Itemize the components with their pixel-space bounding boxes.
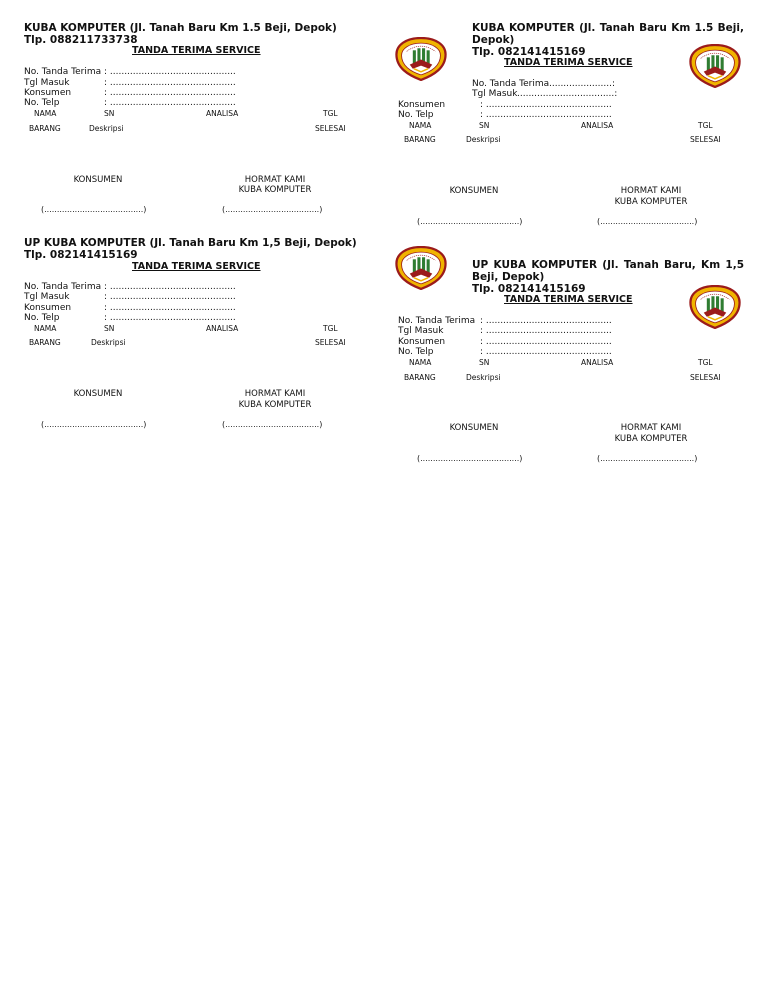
receipt-1-field-label: Konsumen (24, 88, 72, 98)
receipt-1-field-value: : ............................................ (104, 67, 236, 77)
signature-customer-line: (.......................................) (41, 205, 147, 214)
receipt-4-field-value: : ............................................ (480, 326, 612, 336)
table-header-tgl: TGL (323, 324, 338, 333)
signature-customer-line: (.......................................) (417, 217, 523, 226)
signature-company-label-2: KUBA KOMPUTER (238, 400, 312, 410)
table-header-nama: NAMA (34, 109, 57, 118)
table-header-selesai: SELESAI (690, 373, 721, 382)
signature-company-label-2: KUBA KOMPUTER (614, 197, 688, 207)
table-header-barang: BARANG (29, 124, 61, 133)
signature-customer-label: KONSUMEN (73, 175, 123, 185)
signature-customer-label: KONSUMEN (449, 186, 499, 196)
signature-company-line: (.....................................) (222, 205, 323, 214)
receipt-3-field-value: : ............................................ (104, 292, 236, 302)
company-logo-icon (689, 285, 741, 329)
receipt-4-field-label: No. Telp (398, 347, 434, 357)
table-header-selesai: SELESAI (315, 124, 346, 133)
company-logo-icon (689, 44, 741, 88)
receipt-1-header-phone: Tlp. 088211733738 (24, 34, 138, 46)
signature-company-label-1: HORMAT KAMI (620, 186, 682, 196)
table-header-deskripsi: Deskripsi (91, 338, 126, 347)
receipt-3-field-label: Konsumen (24, 303, 72, 313)
receipt-3-field-label: No. Telp (24, 313, 60, 323)
signature-customer-label: KONSUMEN (73, 389, 123, 399)
receipt-2-field-value: ......................: (549, 79, 615, 89)
receipt-3-field-label: Tgl Masuk (24, 292, 70, 302)
receipt-4-title: TANDA TERIMA SERVICE (504, 294, 633, 305)
receipt-1-title: TANDA TERIMA SERVICE (132, 45, 261, 56)
signature-customer-label: KONSUMEN (449, 423, 499, 433)
receipt-2-field-label: Tgl Masuk (472, 89, 518, 99)
table-header-selesai: SELESAI (690, 135, 721, 144)
table-header-selesai: SELESAI (315, 338, 346, 347)
receipt-3-header-address: UP KUBA KOMPUTER (Jl. Tanah Baru Km 1,5 Beji, Depok) (24, 237, 357, 249)
signature-company-label-1: HORMAT KAMI (244, 175, 306, 185)
table-header-barang: BARANG (404, 373, 436, 382)
receipt-3-header-phone: Tlp. 082141415169 (24, 249, 138, 261)
table-header-barang: BARANG (29, 338, 61, 347)
receipt-1-field-label: No. Tanda Terima (24, 67, 102, 77)
signature-customer-line: (.......................................) (41, 420, 147, 429)
receipt-4-field-label: Tgl Masuk (398, 326, 444, 336)
receipt-1-field-value: : ............................................ (104, 78, 236, 88)
receipt-2-field-value: ..................................: (517, 89, 618, 99)
table-header-barang: BARANG (404, 135, 436, 144)
receipt-1-field-label: Tgl Masuk (24, 78, 70, 88)
company-logo-icon (395, 246, 447, 290)
receipt-2-field-value: : ............................................ (480, 110, 612, 120)
receipt-2-field-label: No. Telp (398, 110, 434, 120)
receipt-3-field-value: : ............................................ (104, 303, 236, 313)
receipt-4-header-phone: Tlp. 082141415169 (472, 283, 586, 295)
receipt-1-field-label: No. Telp (24, 98, 60, 108)
receipt-3-title: TANDA TERIMA SERVICE (132, 261, 261, 272)
table-header-analisa: ANALISA (581, 121, 614, 130)
receipt-2-field-label: No. Tanda Terima (472, 79, 550, 89)
receipt-2-title: TANDA TERIMA SERVICE (504, 57, 633, 68)
table-header-deskripsi: Deskripsi (466, 373, 501, 382)
table-header-sn: SN (479, 358, 490, 367)
receipt-4-field-label: No. Tanda Terima (398, 316, 476, 326)
receipt-2-header-phone: Tlp. 082141415169 (472, 46, 586, 58)
table-header-analisa: ANALISA (206, 109, 239, 118)
table-header-tgl: TGL (698, 358, 713, 367)
receipt-4-field-value: : ............................................ (480, 347, 612, 357)
receipt-2-field-value: : ............................................ (480, 100, 612, 110)
receipt-1-field-value: : ............................................ (104, 98, 236, 108)
receipt-2-header-address: KUBA KOMPUTER (Jl. Tanah Baru Km 1.5 Beji, Depok) (472, 22, 744, 46)
table-header-sn: SN (104, 324, 115, 333)
receipt-3-field-label: No. Tanda Terima (24, 282, 102, 292)
signature-company-label-1: HORMAT KAMI (244, 389, 306, 399)
table-header-nama: NAMA (409, 121, 432, 130)
receipt-1-header-address: KUBA KOMPUTER (Jl. Tanah Baru Km 1.5 Beji, Depok) (24, 22, 337, 34)
signature-company-line: (.....................................) (597, 217, 698, 226)
receipt-3-field-value: : ............................................ (104, 282, 236, 292)
signature-company-line: (.....................................) (222, 420, 323, 429)
receipt-1-field-value: : ............................................ (104, 88, 236, 98)
table-header-analisa: ANALISA (206, 324, 239, 333)
signature-company-line: (.....................................) (597, 454, 698, 463)
receipt-4-header-address: UP KUBA KOMPUTER (Jl. Tanah Baru, Km 1,5 Beji, Depok) (472, 259, 744, 283)
table-header-sn: SN (479, 121, 490, 130)
table-header-tgl: TGL (698, 121, 713, 130)
table-header-analisa: ANALISA (581, 358, 614, 367)
table-header-deskripsi: Deskripsi (89, 124, 124, 133)
signature-customer-line: (.......................................) (417, 454, 523, 463)
receipt-3-field-value: : ............................................ (104, 313, 236, 323)
signature-company-label-2: KUBA KOMPUTER (238, 185, 312, 195)
receipt-4-field-label: Konsumen (398, 337, 446, 347)
receipt-4-field-value: : ............................................ (480, 316, 612, 326)
signature-company-label-1: HORMAT KAMI (620, 423, 682, 433)
table-header-nama: NAMA (34, 324, 57, 333)
receipt-2-field-label: Konsumen (398, 100, 446, 110)
signature-company-label-2: KUBA KOMPUTER (614, 434, 688, 444)
table-header-nama: NAMA (409, 358, 432, 367)
table-header-tgl: TGL (323, 109, 338, 118)
company-logo-icon (395, 37, 447, 81)
table-header-sn: SN (104, 109, 115, 118)
receipt-4-field-value: : ............................................ (480, 337, 612, 347)
table-header-deskripsi: Deskripsi (466, 135, 501, 144)
